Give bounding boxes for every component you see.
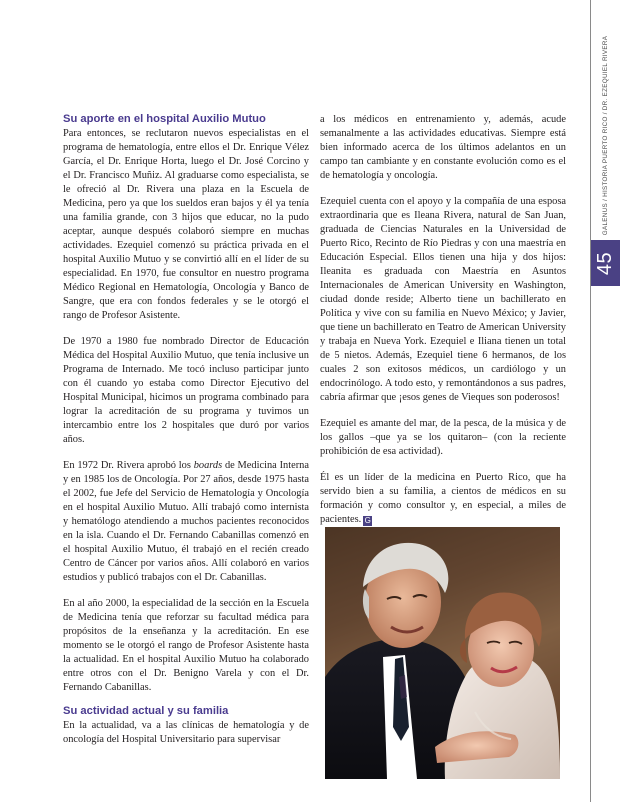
paragraph: En 1972 Dr. Rivera aprobó los boards de Medicina Interna y en 1985 los de Oncología. Por 27 años, desde 1975 hasta el 2002, fue Jefe del Servicio de Hematología y Oncología en el hospital Auxilio Mutuo. Allí trabajó como internista y hematólogo atendiendo a muchos pacientes reconocidos en la isla. Cuando el Dr. Fernando Cabanillas comenzó en el hospital Auxilio Mutuo, él trabajó en el recién creado Centro de Cáncer por varios años. Allí colaboró en varios estudios y publicó trabajos con el Dr. Cabanillas. [63,460,309,583]
paragraph: En la actualidad, va a las clínicas de hematología y de oncología del Hospital Universitario para supervisar [63,720,309,745]
paragraph: Ezequiel cuenta con el apoyo y la compañía de una esposa extraordinaria que es Ileana Rivera, natural de San Juan, graduada de Ciencias Naturales en la Universidad de Puerto Rico, Recinto de Río Piedras y con una maestría en Educación Especial. Ellos tienen una hija y dos hijos: Ileanita es graduada con Maestría en Asuntos Internacionales de American University en Washington, ciudad donde reside; Alberto tiene un bachillerato en Política y vive con su familia en Nuevo México; y Javier, que tiene un bachillerato en Teatro de American University y trabaja en Nueva York. Ezequiel e Iliana tienen un total de 5 nietos. Además, Ezequiel tiene 6 hermanos, de los cuales 2 son exitosos médicos, un cardiólogo y un endocrinólogo. A todo esto, y remontándonos a sus padres, cabría afirmar que ¡esos genes de Vieques son poderosos! [320,196,566,403]
paragraph: En al año 2000, la especialidad de la sección en la Escuela de Medicina tenía que reforzar su facultad médica para propósitos de la enseñanza y la acreditación. En ese momento se le otorgó el rango de Profesor Asistente hasta la actualidad. En el hospital Auxilio Mutuo ha colaborado entre otros con el Dr. Benigno Varela y con el Dr. Fernando Cabanillas. [63,598,309,693]
end-mark-icon: G [364,516,371,525]
paragraph: a los médicos en entrenamiento y, además, acude semanalmente a las actividades educativas. Siempre está bien informado acerca de los últimos adelantos en un campo tan cambiante y en constante evolución como es el de hematología y oncología. [320,114,566,181]
paragraph: Ezequiel es amante del mar, de la pesca, de la música y de los gallos –que ya se los quitaron– (con la reciente prohibición de esa actividad). [320,418,566,457]
running-header: GALENUS / HISTORIA PUERTO RICO / DR. EZEQUIEL RIVERA [602,35,610,235]
paragraph: Para entonces, se reclutaron nuevos especialistas en el programa de hematología, entre ellos el Dr. Enrique Vélez García, el Dr. Enrique Horta, luego el Dr. José Corcino y el Dr. Francisco Muñiz. Al graduarse como especialista, se le ofreció al Dr. Rivera una plaza en la Escuela de Medicina, pero ya que los sueldos eran bajos y él ya tenía una familia grande, con 3 hijos que educar, no la pudo aceptar, aunque después colaboró siempre en muchas actividades. Ezequiel comenzó su práctica privada en el hospital Auxilio Mutuo y se convirtió allí en el líder de su especialidad. En 1970, fue consultor en nuestro programa Médico Regional en Hematología, Oncología y Banco de Sangre, que era con fondos federales y se le otorgó el rango de Profesor Asistente. [63,128,309,321]
section-heading-family: Su actividad actual y su familia [63,705,229,717]
couple-photo-illustration [325,527,560,779]
right-column [320,113,566,527]
couple-photo [325,527,560,779]
paragraph: De 1970 a 1980 fue nombrado Director de Educación Médica del Hospital Auxilio Mutuo, que tenía inclusive un Programa de Internado. Me tocó incluso participar junto con él cuando yo estaba como Director Ejecutivo del Hospital Municipal, hicimos un programa combinado para lograr la acreditación de su programa y tuvimos un intercambio entre los 2 hospitales que duró por varios años. [63,336,309,445]
section-heading-hospital: Su aporte en el hospital Auxilio Mutuo [63,113,266,125]
paragraph: Él es un líder de la medicina en Puerto Rico, que ha servido bien a su familia, a cientos de médicos en su formación y como consultor y, en especial, a miles de pacientes. G [320,472,566,525]
page-number: 45 [594,251,616,275]
left-column [63,112,309,747]
